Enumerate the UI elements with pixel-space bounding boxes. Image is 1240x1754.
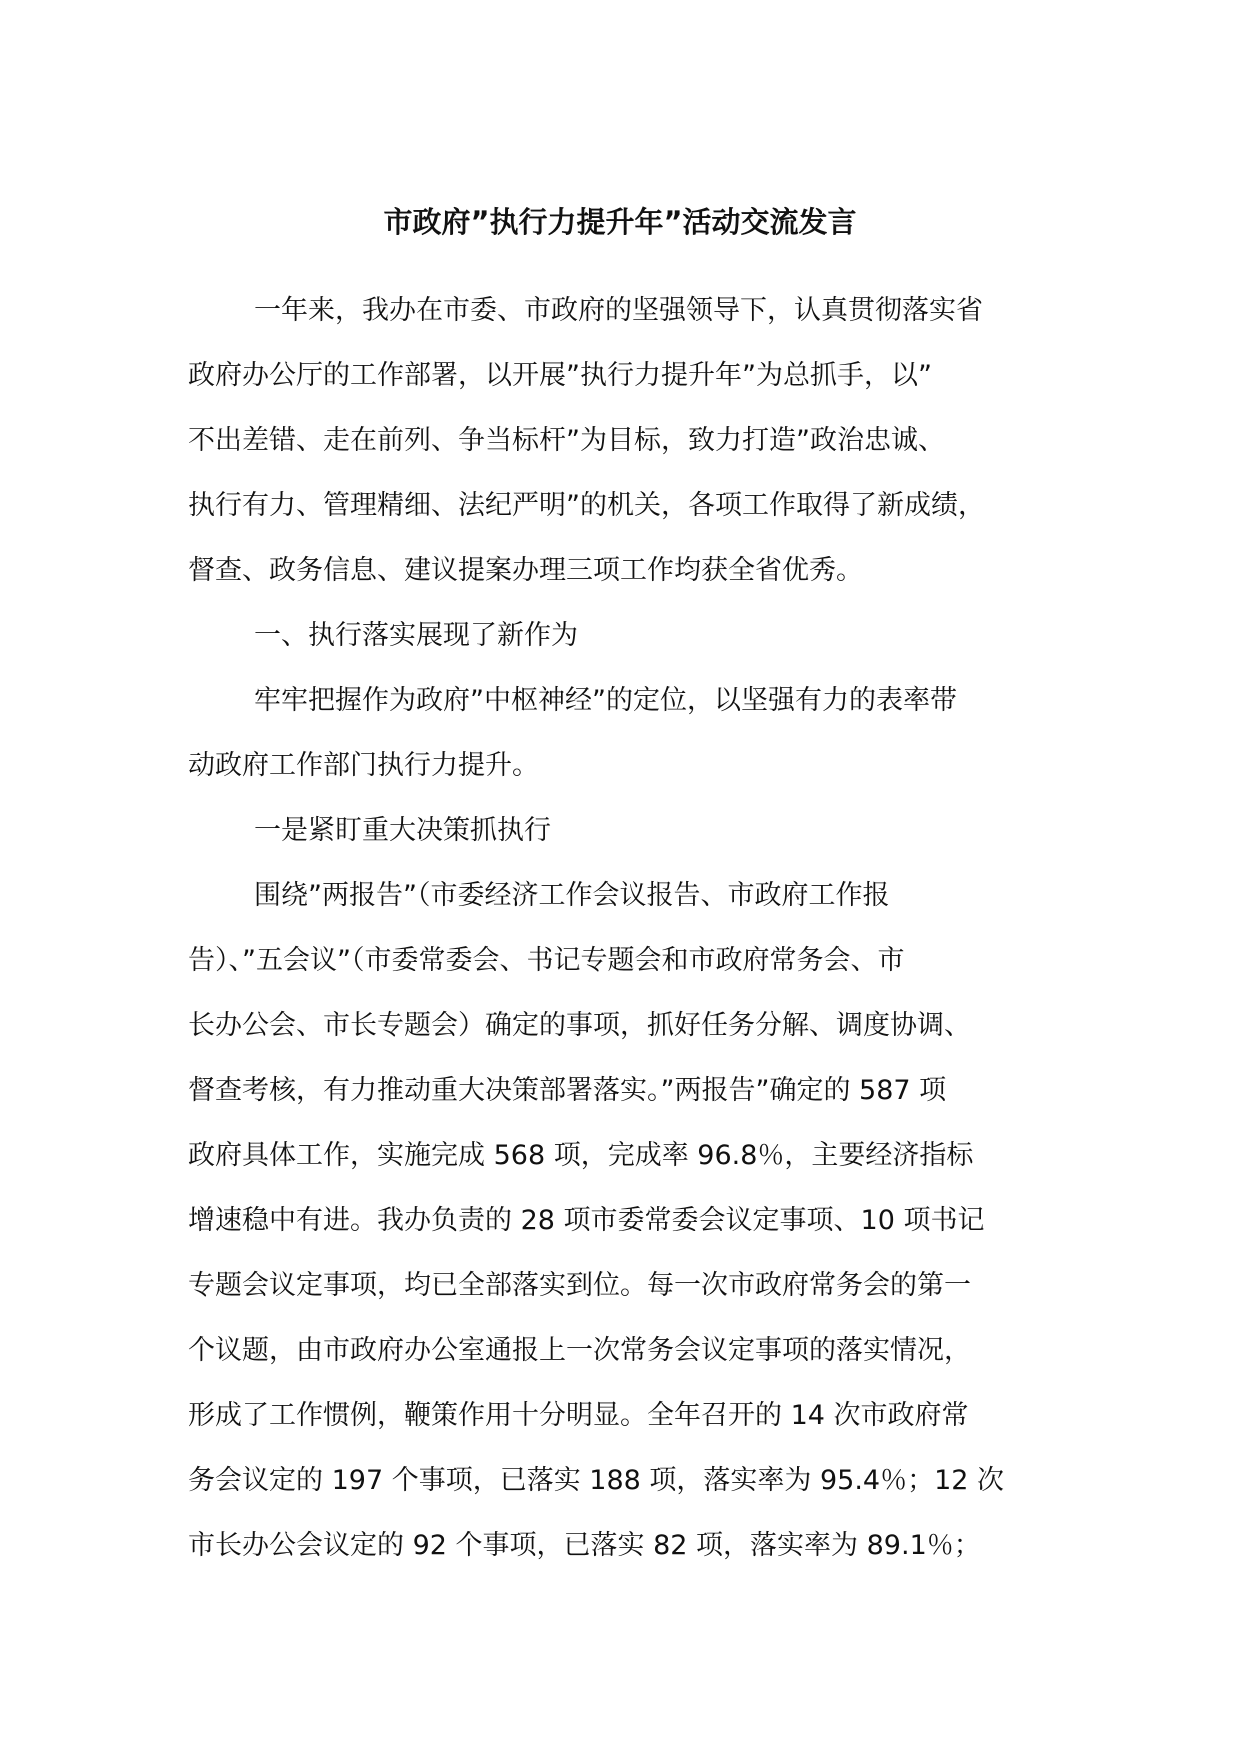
paragraph-1-line-2: 政府办公厅的工作部署，以开展”执行力提升年”为总抓手，以” (188, 360, 932, 391)
paragraph-3-line-10: 务会议定的 197 个事项，已落实 188 项，落实率为 95.4％；12 次 (188, 1465, 1005, 1496)
paragraph-3-line-5: 政府具体工作，实施完成 568 项，完成率 96.8％，主要经济指标 (188, 1140, 974, 1171)
document-body (188, 285, 1068, 1585)
paragraph-2-line-1: 牢牢把握作为政府”中枢神经”的定位，以坚强有力的表率带 (254, 685, 957, 716)
paragraph-3-line-7: 专题会议定事项，均已全部落实到位。每一次市政府常务会的第一 (188, 1270, 971, 1301)
paragraph-1-line-3: 不出差错、走在前列、争当标杆”为目标，致力打造”政治忠诚、 (188, 425, 945, 456)
paragraph-3-line-9: 形成了工作惯例，鞭策作用十分明显。全年召开的 14 次市政府常 (188, 1400, 969, 1431)
paragraph-3-line-11: 市长办公会议定的 92 个事项，已落实 82 项，落实率为 89.1％； (188, 1530, 981, 1561)
paragraph-1-line-5: 督查、政务信息、建议提案办理三项工作均获全省优秀。 (188, 555, 863, 586)
paragraph-3-line-2: 告）、”五会议”（市委常委会、书记专题会和市政府常务会、市 (188, 945, 905, 976)
paragraph-1-line-1: 一年来，我办在市委、市政府的坚强领导下，认真贯彻落实省 (254, 295, 983, 326)
subheading-1: 一是紧盯重大决策抓执行 (254, 815, 551, 846)
paragraph-3-line-4: 督查考核，有力推动重大决策部署落实。”两报告”确定的 587 项 (188, 1075, 947, 1106)
paragraph-3-line-3: 长办公会、市长专题会）确定的事项，抓好任务分解、调度协调、 (188, 1010, 971, 1041)
section-heading-1: 一、执行落实展现了新作为 (254, 620, 578, 651)
paragraph-1-line-4: 执行有力、管理精细、法纪严明”的机关，各项工作取得了新成绩， (188, 490, 985, 521)
paragraph-3-line-1: 围绕”两报告”（市委经济工作会议报告、市政府工作报 (254, 880, 890, 911)
document-title: 市政府”执行力提升年”活动交流发言 (383, 205, 857, 239)
paragraph-3-line-8: 个议题，由市政府办公室通报上一次常务会议定事项的落实情况， (188, 1335, 971, 1366)
paragraph-3-line-6: 增速稳中有进。我办负责的 28 项市委常委会议定事项、10 项书记 (188, 1205, 985, 1236)
paragraph-2-line-2: 动政府工作部门执行力提升。 (188, 750, 539, 781)
